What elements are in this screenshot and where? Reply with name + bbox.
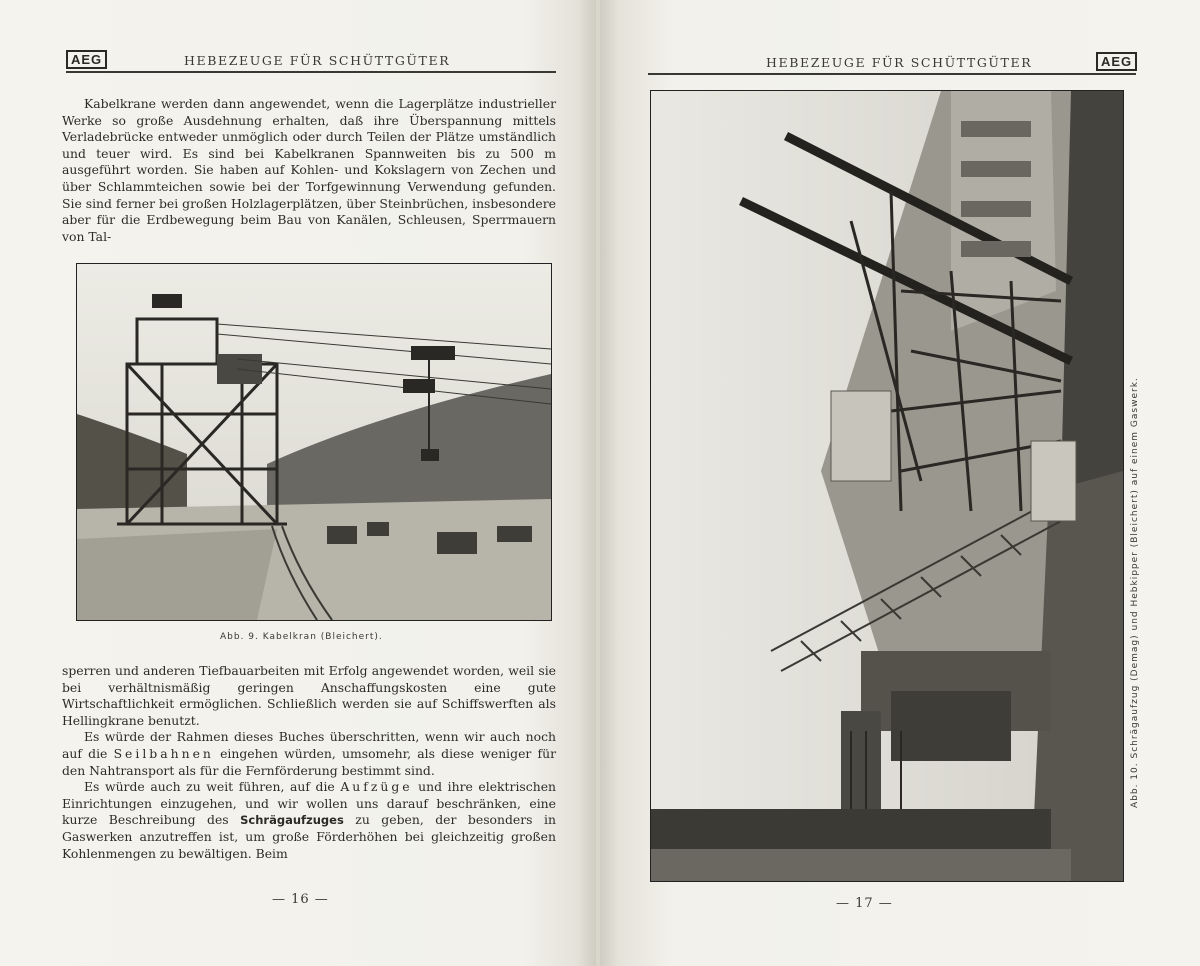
header-rule — [66, 71, 556, 73]
cable-crane-photo — [77, 264, 551, 620]
right-page — [600, 0, 1200, 966]
spaced-term: Seilbahnen — [113, 745, 214, 761]
left-page — [0, 0, 596, 966]
inclined-hoist-photo — [651, 91, 1123, 881]
figure-cable-crane — [76, 263, 552, 621]
text-run: Es würde auch zu weit führen, auf die — [84, 779, 341, 795]
bold-term: Schrägaufzuges — [240, 813, 344, 828]
aeg-logo: AEG — [1096, 52, 1137, 71]
paragraph — [62, 729, 556, 779]
text-run: und ihre elektrischen Einrichtungen einzugehen, und wir wollen uns darauf beschränken, eine kurze Beschreibung des — [62, 779, 557, 828]
paragraph: sperren und anderen Tiefbauarbeiten mit Erfolg angewendet worden, weil sie bei verhältnismäßig geringen Anschaffungskosten eine gute Wirtschaftlichkeit ermöglichen. Schließlich werden sie auf Schiffswerften als Hellingkrane benutzt. — [62, 663, 556, 728]
page-number: — 17 — — [836, 896, 893, 911]
running-head: HEBEZEUGE FÜR SCHÜTTGÜTER — [184, 53, 451, 68]
text-run: eingehen würden, umsomehr, als diese weniger für den Nahtransport als für die Fernförderung bestimmt sind. — [62, 745, 557, 778]
header-rule — [648, 73, 1136, 75]
text-block-bottom — [62, 663, 556, 862]
text-run: zu geben, der besonders in Gaswerken anzutreffen ist, um große Förderhöhen bei gleichzeitig großen Kohlenmengen zu bewältigen. Beim — [62, 812, 556, 861]
text-block-top — [62, 96, 556, 245]
figure-inclined-hoist — [650, 90, 1124, 882]
paragraph: Kabelkrane werden dann angewendet, wenn die Lagerplätze industrieller Werke so große Ausdehnung erhalten, daß ihre Überspannung mittels Verladebrücke entweder unmöglich oder durch Teilen der Plätze umständlich und teuer wird. Es sind bei Kabelkranen Spannweiten bis zu 500 m ausgeführt worden. Sie haben auf Kohlen- und Kokslagern von Zechen und über Schlammteichen sowie bei der Torfgewinnung Verwendung gefunden. Sie sind ferner bei großen Holzlagerplätzen, über Steinbrüchen, insbesondere aber für die Erdbewegung beim Bau von Kanälen, Schleusen, Sperrmauern von Tal- — [62, 96, 556, 244]
text-run: Es würde der Rahmen dieses Buches überschritten, wenn wir auch noch auf die — [62, 729, 556, 761]
running-head: HEBEZEUGE FÜR SCHÜTTGÜTER — [766, 55, 1033, 70]
page-number: — 16 — — [272, 892, 329, 907]
figure-caption: Abb. 9. Kabelkran (Bleichert). — [220, 632, 383, 642]
paragraph — [62, 779, 556, 862]
spaced-term: Aufzüge — [340, 779, 413, 795]
figure-caption: Abb. 10. Schrägaufzug (Demag) und Hebkipper (Bleichert) auf einem Gaswerk. — [1130, 377, 1140, 808]
aeg-logo: AEG — [66, 50, 107, 69]
